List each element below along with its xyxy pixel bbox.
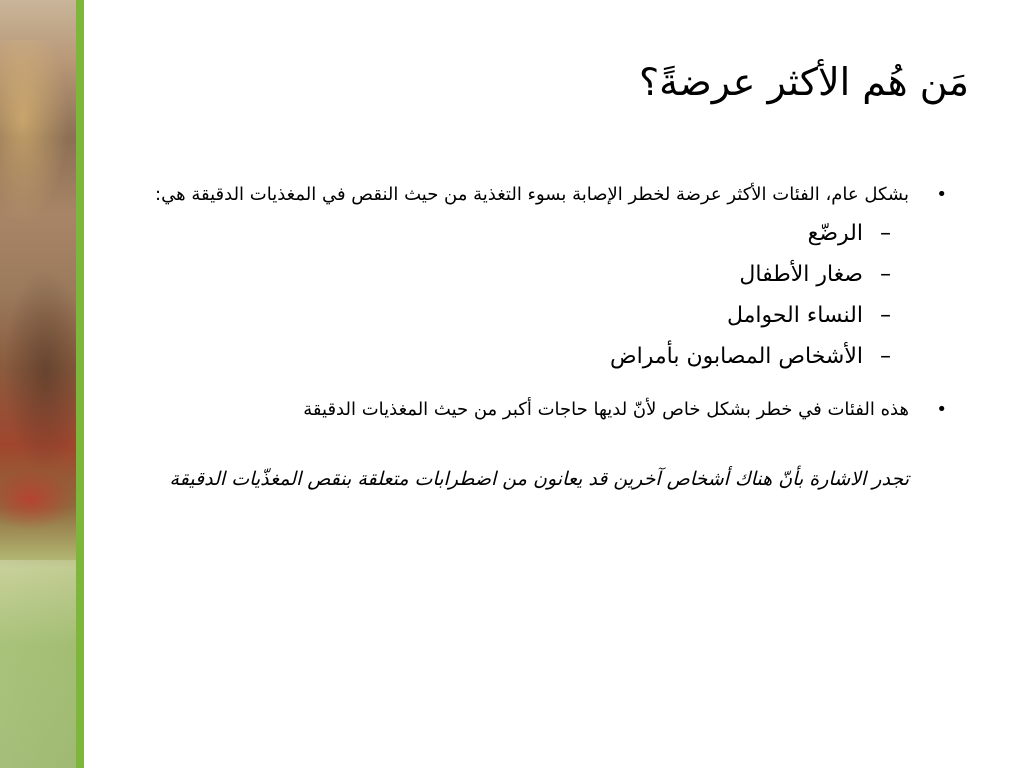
- sub-item: –النساء الحوامل: [726, 303, 891, 328]
- bullet-dot: •: [936, 184, 947, 205]
- banner-photo: [0, 0, 76, 768]
- sub-list: [134, 213, 909, 377]
- slide-content: [134, 180, 947, 495]
- sub-item: –صغار الأطفال: [739, 262, 891, 287]
- banner-text: Nutrition in Emergencies: [77, 86, 142, 742]
- sub-item: –الرضّع: [807, 221, 891, 246]
- note-text: تجدر الاشارة بأنّ هناك أشخاص آخرين قد يعانون من اضطرابات متعلقة بنقص المغذّيات الدقيقة: [169, 468, 909, 490]
- bullet-dot: •: [936, 399, 947, 420]
- bullet-1-text: بشكل عام، الفئات الأكثر عرضة لخطر الإصابة بسوء التغذية من حيث النقص في المغذيات الدقيقة هي:: [155, 184, 909, 205]
- sub-item: –الأشخاص المصابون بأمراض: [610, 344, 891, 369]
- bullet-2-text: هذه الفئات في خطر بشكل خاص لأنّ لديها حاجات أكبر من حيث المغذيات الدقيقة: [303, 399, 909, 420]
- bullet-2: [134, 395, 947, 424]
- bullet-1: [134, 180, 947, 377]
- slide-title: مَن هُم الأكثر عرضةً؟: [638, 60, 969, 104]
